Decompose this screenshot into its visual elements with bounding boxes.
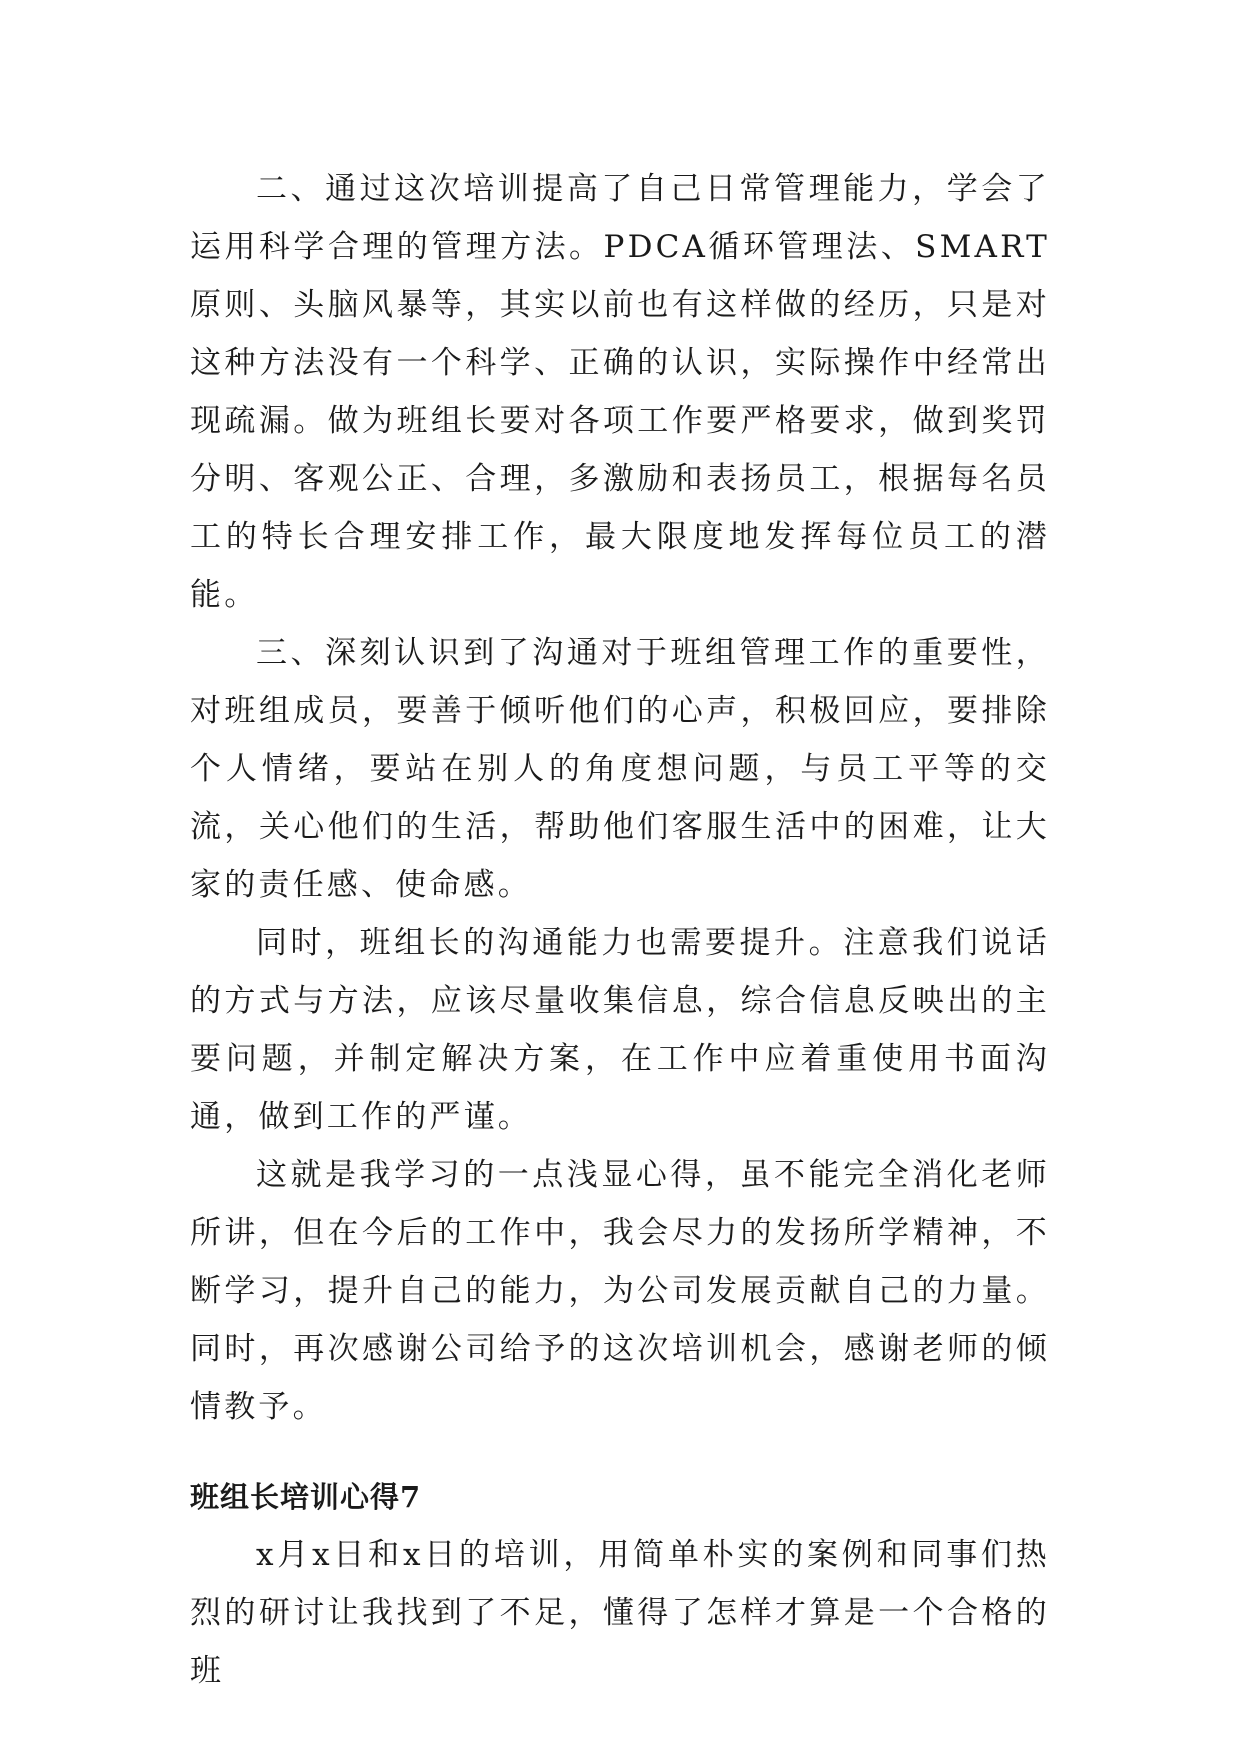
paragraph-section-intro: x月x日和x日的培训，用简单朴实的案例和同事们热烈的研讨让我找到了不足，懂得了怎样才算是一个合格的班 <box>190 1537 1050 1689</box>
paragraph-communication-importance: 三、深刻认识到了沟通对于班组管理工作的重要性，对班组成员，要善于倾听他们的心声，积极回应，要排除个人情绪，要站在别人的角度想问题，与员工平等的交流，关心他们的生活，帮助他们客服生活中的困难，让大家的责任感、使命感。 <box>190 635 1050 903</box>
document-body <box>190 160 1050 1700</box>
paragraph-management-ability: 二、通过这次培训提高了自己日常管理能力，学会了运用科学合理的管理方法。PDCA循环管理法、SMART原则、头脑风暴等，其实以前也有这样做的经历，只是对这种方法没有一个科学、正确的认识，实际操作中经常出现疏漏。做为班组长要对各项工作要严格要求，做到奖罚分明、客观公正、合理，多激励和表扬员工，根据每名员工的特长合理安排工作，最大限度地发挥每位员工的潜能。 <box>190 171 1050 613</box>
section-heading: 班组长培训心得7 <box>190 1480 422 1514</box>
paragraph-communication-ability: 同时，班组长的沟通能力也需要提升。注意我们说话的方式与方法，应该尽量收集信息，综合信息反映出的主要问题，并制定解决方案，在工作中应着重使用书面沟通，做到工作的严谨。 <box>190 925 1050 1135</box>
paragraph-conclusion: 这就是我学习的一点浅显心得，虽不能完全消化老师所讲，但在今后的工作中，我会尽力的发扬所学精神，不断学习，提升自己的能力，为公司发展贡献自己的力量。同时，再次感谢公司给予的这次培训机会，感谢老师的倾情教予。 <box>190 1157 1050 1425</box>
